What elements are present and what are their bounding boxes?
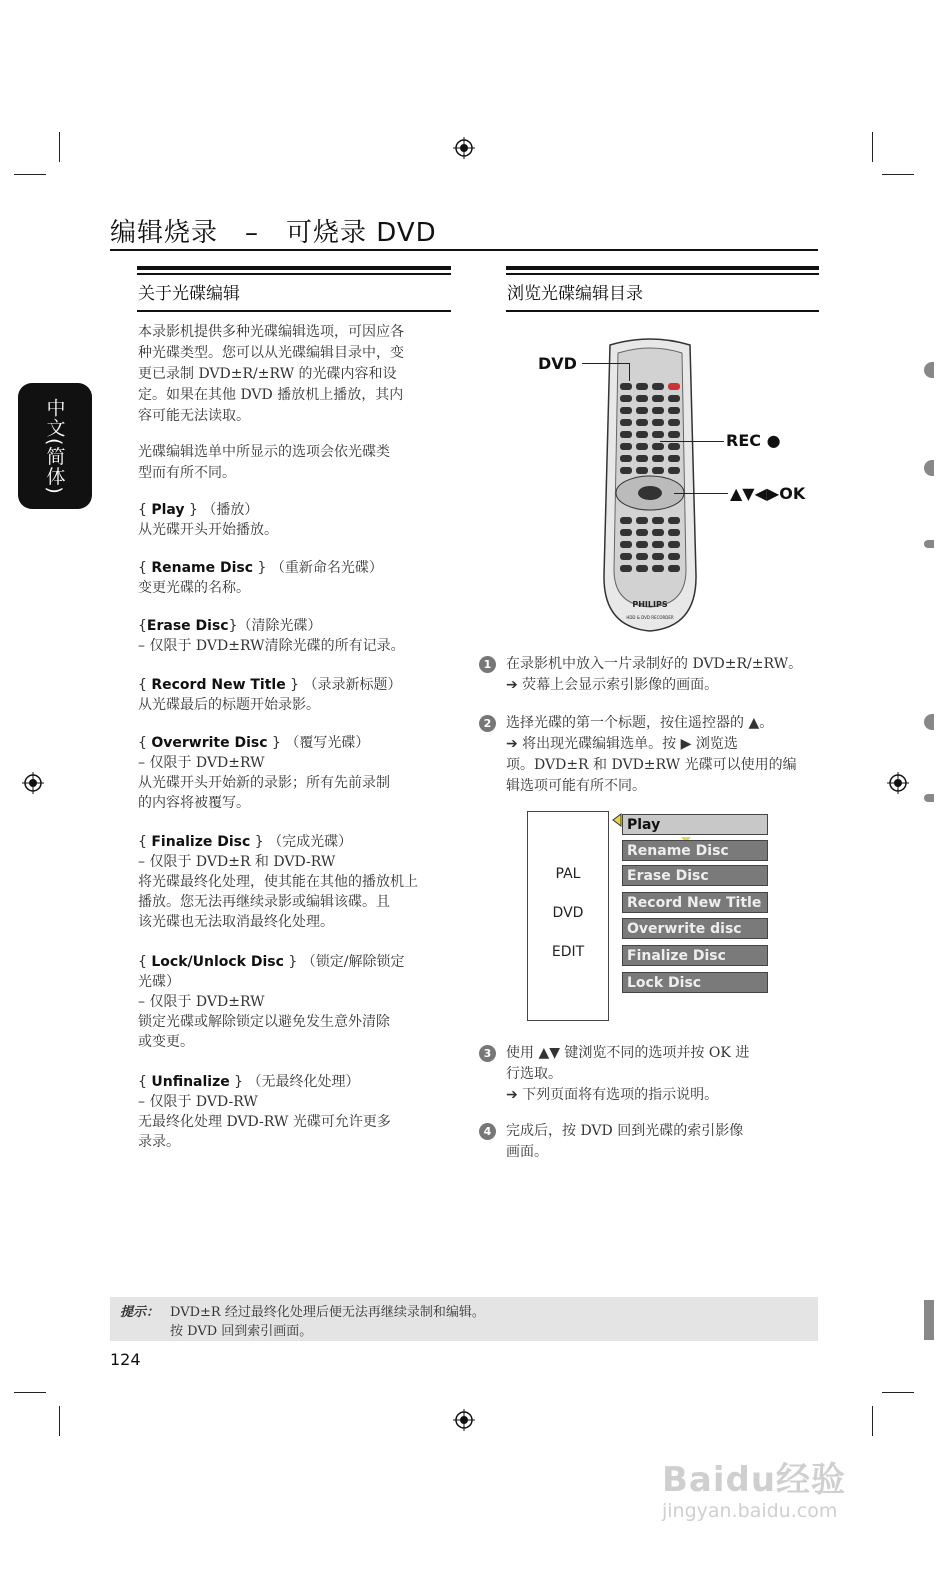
menu-item-finalize-disc[interactable]: Finalize Disc: [622, 945, 768, 966]
menu-item-overwrite-disc[interactable]: Overwrite disc: [622, 918, 768, 939]
menu-side-label: EDIT: [551, 944, 585, 960]
edge-mark: [924, 540, 934, 548]
option-keyword: Erase Disc: [146, 618, 229, 634]
crop-mark: [872, 132, 873, 162]
intro-line: 本录影机提供多种光碟编辑选项，可因应各: [138, 324, 404, 340]
page-number: 124: [110, 1350, 141, 1369]
step-2: 选择光碟的第一个标题，按住遥控器的 ▲。 ➔ 将出现光碟编辑选单。按 ▶ 浏览选 项。DVD±R 和 DVD±RW 光碟可以使用的编 辑选项可能有所不同。: [506, 715, 797, 794]
tip-line: DVD±R 经过最终化处理后便无法再继续录制和编辑。: [170, 1305, 485, 1320]
option-unfinalize: { Unfinalize } （无最终化处理） – 仅限于 DVD-RW 无最终化处理 DVD-RW 光碟可允许更多 录录。: [138, 1074, 391, 1150]
menu-item-play[interactable]: Play: [622, 814, 768, 835]
menu-side-label: DVD: [552, 905, 584, 921]
step-1: 在录影机中放入一片录制好的 DVD±R/±RW。 ➔ 荧幕上会显示索引影像的画面。: [506, 656, 803, 693]
intro-line: 种光碟类型。您可以从光碟编辑目录中，变: [138, 345, 404, 361]
registration-mark-icon: [22, 772, 44, 794]
step-4: 完成后，按 DVD 回到光碟的索引影像 画面。: [506, 1123, 744, 1160]
crop-mark: [59, 1406, 60, 1436]
menu-item-lock-disc[interactable]: Lock Disc: [622, 972, 768, 993]
left-section-heading: 关于光碟编辑: [138, 284, 240, 304]
option-rename-disc: { Rename Disc } （重新命名光碟） 变更光碟的名称。: [138, 560, 383, 596]
registration-mark-icon: [453, 1409, 475, 1431]
option-record-new-title: { Record New Title } （录录新标题） 从光碟最后的标题开始录影。: [138, 677, 402, 713]
right-section-heading: 浏览光碟编辑目录: [507, 284, 643, 304]
tip-line: 按 DVD 回到索引画面。: [170, 1324, 313, 1339]
callout-dvd: DVD: [538, 354, 577, 373]
right-heading-rule-top: [506, 266, 819, 270]
intro-line: 光碟编辑选单中所显示的选项会依光碟类: [138, 444, 390, 460]
edge-mark: [924, 794, 934, 802]
left-heading-rule-top2: [137, 273, 451, 275]
intro-paragraph-2: [138, 442, 454, 484]
callout-line-dvd-v: [629, 363, 630, 381]
option-erase-disc: {Erase Disc}（清除光碟） – 仅限于 DVD±RW清除光碟的所有记录。: [138, 618, 405, 654]
menu-pointer-icon: [612, 813, 622, 827]
option-keyword: Overwrite Disc: [151, 735, 268, 751]
edge-mark: [924, 714, 934, 730]
option-keyword: Record New Title: [151, 677, 286, 693]
language-tab-label: 中文(简体): [43, 397, 66, 495]
intro-line: 型而有所不同。: [138, 465, 236, 481]
menu-item-record-new-title[interactable]: Record New Title: [622, 892, 768, 913]
option-keyword: Unfinalize: [151, 1074, 230, 1090]
step-number: 2: [479, 715, 496, 732]
intro-line: 定。如果在其他 DVD 播放机上播放，其内: [138, 387, 404, 403]
option-keyword: Play: [151, 502, 185, 518]
option-finalize-disc: { Finalize Disc } （完成光碟） – 仅限于 DVD±R 和 DVD-RW 将光碟最终化处理，使其能在其他的播放机上 播放。您无法再继续录影或编辑该碟。且 该光碟也无法取消最终化处理。: [138, 834, 418, 930]
right-heading-rule-top2: [506, 273, 819, 275]
edge-mark: [924, 362, 934, 378]
option-keyword: Finalize Disc: [151, 834, 251, 850]
tip-box: [110, 1297, 818, 1341]
registration-mark-icon: [887, 772, 909, 794]
crop-mark: [882, 174, 914, 175]
watermark-logo: Baidu经验: [662, 1460, 847, 1500]
remote-control-illustration: [600, 335, 700, 635]
left-heading-rule-bottom: [137, 310, 451, 312]
right-heading-rule-bottom: [506, 310, 819, 312]
step-number: 3: [479, 1045, 496, 1062]
callout-rec: REC ●: [726, 431, 781, 450]
page-title: 编辑烧录 – 可烧录 DVD: [110, 218, 437, 248]
menu-side-panel: [527, 811, 609, 1021]
tip-label: 提示：: [120, 1305, 160, 1320]
registration-mark-icon: [453, 137, 475, 159]
option-overwrite-disc: { Overwrite Disc } （覆写光碟） – 仅限于 DVD±RW 从光碟开头开始新的录影；所有先前录制 的内容将被覆写。: [138, 735, 390, 811]
step-number: 4: [479, 1123, 496, 1140]
option-keyword: Lock/Unlock Disc: [151, 954, 284, 970]
crop-mark: [872, 1406, 873, 1436]
callout-line-dvd: [582, 363, 630, 364]
menu-side-label: PAL: [555, 866, 581, 882]
menu-item-erase-disc[interactable]: Erase Disc: [622, 865, 768, 886]
option-lock-unlock-disc: { Lock/Unlock Disc } （锁定/解除锁定 光碟） – 仅限于 DVD±RW 锁定光碟或解除锁定以避免发生意外清除 或变更。: [138, 954, 405, 1050]
left-heading-rule-top: [137, 266, 451, 270]
remote-brand: PHILIPS: [632, 600, 668, 609]
option-keyword: Rename Disc: [151, 560, 254, 576]
step-number: 1: [479, 656, 496, 673]
callout-line-nav: [674, 493, 728, 494]
crop-mark: [59, 132, 60, 162]
intro-paragraph: [138, 322, 454, 427]
option-play: { Play } （播放） 从光碟开头开始播放。: [138, 502, 278, 538]
intro-line: 更已录制 DVD±R/±RW 的光碟内容和设: [138, 366, 397, 382]
crop-mark: [882, 1392, 914, 1393]
step-3: 使用 ▲▼ 键浏览不同的选项并按 OK 进 行选取。 ➔ 下列页面将有选项的指示说明。: [506, 1045, 750, 1103]
menu-item-rename-disc[interactable]: Rename Disc: [622, 840, 768, 861]
callout-nav: ▲▼◀▶OK: [730, 484, 806, 503]
language-tab: [18, 383, 92, 509]
intro-line: 容可能无法读取。: [138, 408, 250, 424]
remote-model: HDD & DVD RECORDER: [626, 615, 674, 620]
crop-mark: [14, 174, 46, 175]
edge-mark: [924, 460, 934, 476]
edge-mark: [924, 1300, 934, 1340]
watermark-url: jingyan.baidu.com: [662, 1500, 838, 1522]
title-rule: [110, 249, 818, 251]
callout-line-rec: [660, 441, 724, 442]
crop-mark: [14, 1392, 46, 1393]
